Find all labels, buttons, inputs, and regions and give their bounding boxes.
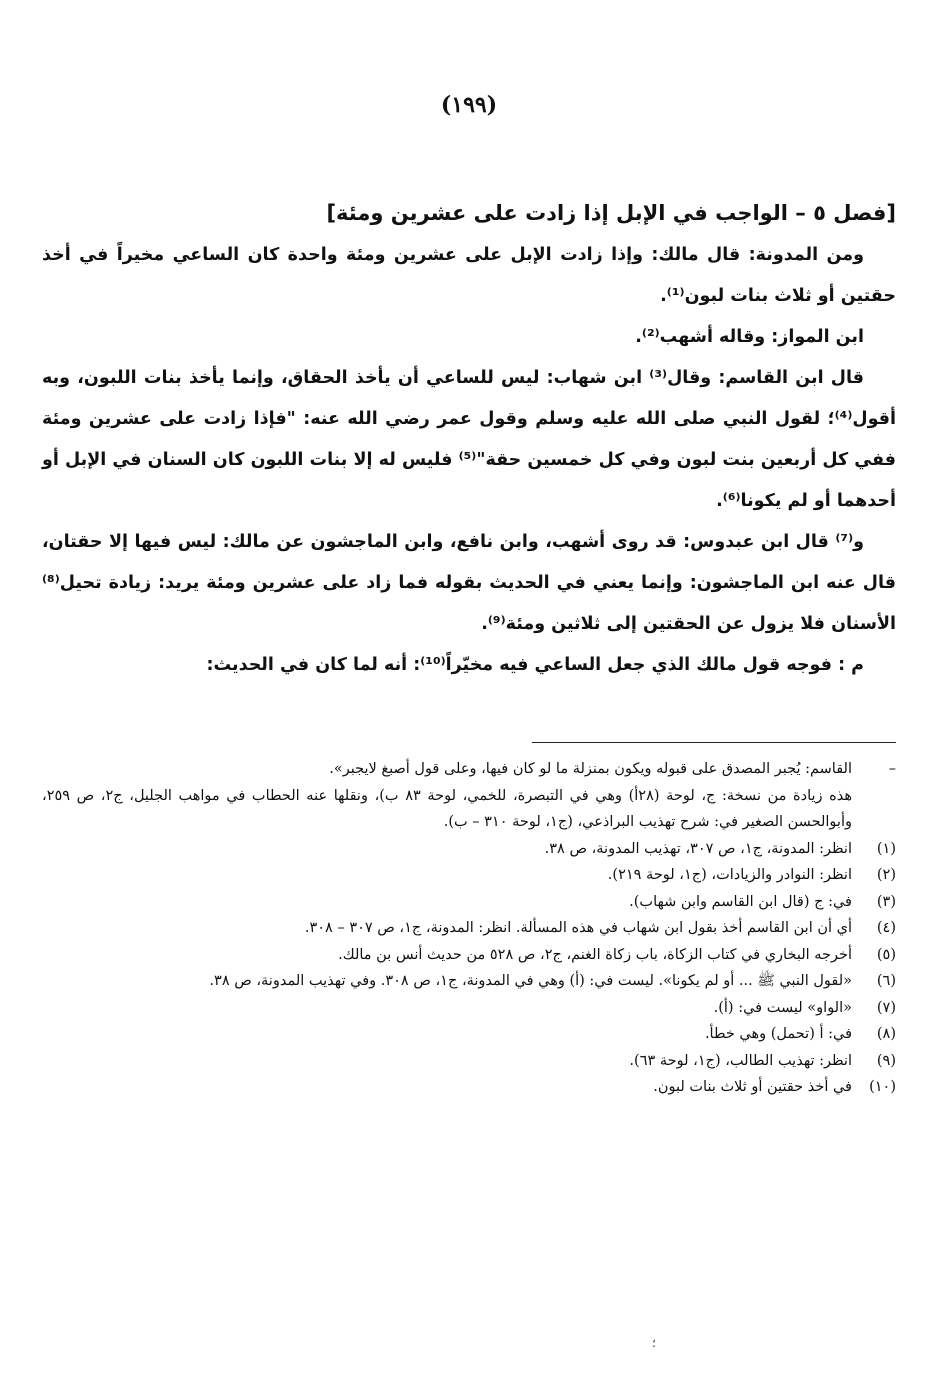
footnote <box>42 968 896 995</box>
footnote-number: (١٠) <box>869 1079 896 1095</box>
paragraph: ومن المدونة: قال مالك: وإذا زادت الإبل على عشرين ومئة واحدة كان الساعي مخيراً في أخذ حقتين أو ثلاث بنات لبون⁽¹⁾. <box>42 245 896 306</box>
footnote-number: (١) <box>876 840 896 857</box>
footnote <box>42 836 896 863</box>
footnote <box>42 1074 896 1101</box>
footnote <box>42 915 896 942</box>
footnote-text: هذه زيادة من نسخة: ج، لوحة (٢٨أ) وهي في التبصرة، للخمي، لوحة ٨٣ ب)، ونقلها عنه الحطاب في مواهب الجليل، ج٢، ص ٢٥٩، وأبوالحسن الصغير في: شرح تهذيب البراذعي، (ج١، لوحة ٣١٠ – ب). <box>42 787 853 830</box>
footnote-text: أي أن ابن القاسم أخذ بقول ابن شهاب في هذه المسألة. انظر: المدونة، ج١، ص ٣٠٧ – ٣٠٨. <box>304 920 852 936</box>
footnote <box>42 1021 896 1048</box>
footnote-text: انظر: النوادر والزيادات، (ج١، لوحة ٢١٩). <box>607 867 852 883</box>
footnote-text: أخرجه البخاري في كتاب الزكاة، باب زكاة الغنم، ج٢، ص ٥٢٨ من حديث أنس بن مالك. <box>338 946 852 963</box>
paragraph: قال ابن القاسم: وقال⁽³⁾ ابن شهاب: ليس للساعي أن يأخذ الحقاق، وإنما يأخذ بنات اللبون، وبه أقول⁽⁴⁾؛ لقول النبي صلى الله عليه وسلم وقول عمر رضي الله عنه: "فإذا زادت على عشرين ومئة ففي كل أربعين بنت لبون وفي كل خمسين حقة"⁽⁵⁾ فليس له إلا بنات اللبون كان السنان في الإبل أو أحدهما أو لم يكونا⁽⁶⁾. <box>42 368 897 511</box>
bottom-mark: ؛ <box>652 1336 656 1350</box>
page-number: (١٩٩) <box>440 92 498 118</box>
footnote-number: (٧) <box>876 999 896 1016</box>
footnote-number: (٩) <box>876 1052 896 1069</box>
footnote <box>42 1048 896 1075</box>
footnote <box>42 995 896 1022</box>
footnote-number: (٤) <box>876 920 896 936</box>
footnote-divider <box>532 742 896 743</box>
footnote <box>42 942 896 969</box>
footnote-text: «لقول النبي ﷺ ... أو لم يكونا». ليست في: (أ) وهي في المدونة، ج١، ص ٣٠٨. وفي تهذيب المدونة، ص ٣٨. <box>209 973 852 989</box>
footnote-number: (٨) <box>876 1026 896 1042</box>
footnote <box>42 756 896 783</box>
footnote-text: «الواو» ليست في: (أ). <box>713 999 852 1016</box>
footnote-text: في: ج (قال ابن القاسم وابن شهاب). <box>629 893 852 910</box>
footnote-text: انظر: تهذيب الطالب، (ج١، لوحة ٦٣). <box>629 1052 852 1069</box>
footnote-text: انظر: المدونة، ج١، ص ٣٠٧، تهذيب المدونة، ص ٣٨. <box>544 840 852 857</box>
paragraph: و⁽⁷⁾ قال ابن عبدوس: قد روى أشهب، وابن نافع، وابن الماجشون عن مالك: ليس فيها إلا حقتان، قال عنه ابن الماجشون: وإنما يعني في الحديث بقوله فما زاد على عشرين ومئة يريد: زيادة تحيل⁽⁸⁾ الأسنان فلا يزول عن الحقتين إلى ثلاثين ومئة⁽⁹⁾. <box>42 532 896 634</box>
footnote-text: في: أ (تحمل) وهي خطأ. <box>704 1026 852 1042</box>
footnote <box>42 862 896 889</box>
footnote-number: (٣) <box>876 893 896 910</box>
paragraph: م : فوجه قول مالك الذي جعل الساعي فيه مخيّراً⁽¹⁰⁾: أنه لما كان في الحديث: <box>206 655 864 675</box>
footnote <box>42 783 896 836</box>
footnote-number: (٥) <box>876 946 896 963</box>
paragraph: ابن المواز: وقاله أشهب⁽²⁾. <box>635 327 864 347</box>
footnote-text: القاسم: يُجبر المصدق على قبوله ويكون بمنزلة ما لو كان فيها، وعلى قول أصبغ لايجبر». <box>329 761 852 777</box>
footnote-text: في أخذ حقتين أو ثلاث بنات لبون. <box>653 1079 852 1095</box>
main-text <box>42 195 896 686</box>
footnote <box>42 889 896 916</box>
footnote-number: – <box>888 761 896 777</box>
footnote-number: (٦) <box>876 973 896 989</box>
footnote-number: (٢) <box>876 867 896 883</box>
section-heading: [فصل ٥ – الواجب في الإبل إذا زادت على عشرين ومئة] <box>326 201 896 225</box>
footnotes <box>42 756 896 1101</box>
